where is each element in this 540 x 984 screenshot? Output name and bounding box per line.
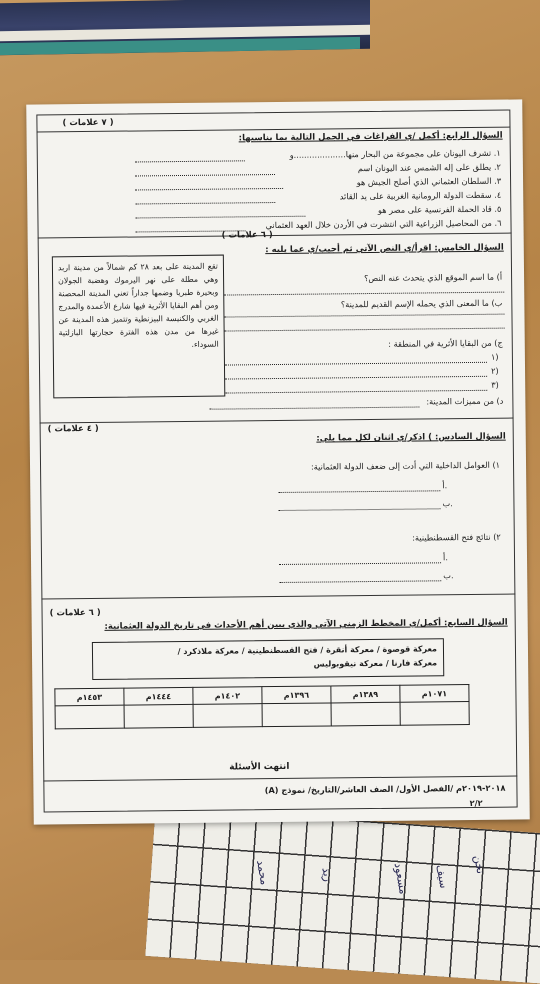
q7-events-line: معركة فارنا / معركة نيقوبوليس — [313, 658, 438, 669]
desk-scribble: محمد — [253, 858, 272, 887]
q5-passage: تقع المدينة على بعد ٢٨ كم شمالاً من مدينة اربد وهي مطلة على نهر اليرموك وهضبة الجولان وبحيرة طبريا وضمها جداراً تعني المدينة المحصنة ومن أهم البقايا الأثرية فيها شارع الأعمدة والمدرج الغربي والكنيسة البيزنطية وتتميز هذه المدينة عن غيرها من مدن هذه الفترة حجارتها البازلتية السوداء. — [52, 255, 225, 399]
q4-item: ٤. سقطت الدولة الرومانية الغربية على يد القائد — [339, 189, 502, 202]
q4-item: ٢. يطلق على إله الشمس عند اليونان اسم — [357, 161, 501, 174]
q5-sub-number: ٣) — [491, 379, 499, 390]
timeline-answer-cell — [331, 702, 400, 726]
desk-scribble: زيد — [319, 866, 335, 883]
q5-heading: السؤال الخامس: اقرأ/ي النص الآتي ثم أجيب/ي عما يليه : — [265, 242, 504, 256]
q5-question: ج) من البقايا الأثرية في المنطقة : — [388, 337, 503, 349]
q7-events-box — [92, 638, 444, 680]
timeline-answer-cell — [124, 704, 193, 728]
q6-b: ب. — [442, 498, 453, 509]
page-number: ٢/٢ — [469, 797, 483, 809]
q4-item: ٦. من المحاصيل الزراعية التي انتشرت في الأردن خلال العهد العثماني — [265, 217, 502, 231]
timeline-year: ١٣٩٦م — [262, 686, 331, 704]
q6-heading: السؤال السادس: ) اذكر/ي اثنان لكل مما يلي: — [316, 431, 506, 444]
q5-question: ب) ما المعنى الذي يحمله الإسم القديم للمدينة؟ — [340, 297, 503, 310]
timeline-year: ١٠٧١م — [400, 685, 469, 703]
q5-question: أ) ما اسم الموقع الذي يتحدث عنه النص؟ — [363, 271, 503, 284]
timeline-year: ١٣٨٩م — [331, 685, 400, 703]
q6-marks: ( ٤ علامات ) — [47, 423, 99, 435]
end-of-questions: انتهت الأسئلة — [229, 761, 290, 773]
attendance-grid-sheet — [145, 806, 540, 984]
q7-timeline-table — [54, 684, 469, 729]
q4-item: ٣. السلطان العثماني الذي أصلح الجيش هو — [356, 175, 502, 188]
desk-scribble: سيف — [433, 863, 451, 890]
q5-marks: ( ٦ علامات ) — [221, 230, 273, 241]
timeline-answer-cell — [400, 702, 469, 726]
timeline-answer-cell — [262, 703, 331, 727]
q5-sub-number: ٢) — [491, 365, 499, 376]
q7-heading: السؤال السابع: أكمل/ي المخطط الزمني الآتي والذي يبين أهم الأحداث في تاريخ الدولة العثمانية: — [104, 617, 508, 632]
q4-item: ١. تشرف اليونان على مجموعة من البحار منها....................و — [289, 147, 501, 160]
timeline-year: ١٤٠٢م — [193, 687, 262, 705]
q4-heading: السؤال الرابع: أكمل /ي الفراغات في الجمل التالية بما يناسبها: — [238, 130, 503, 144]
timeline-answer-cell — [55, 705, 124, 729]
q6-b: ب. — [443, 570, 454, 581]
q5-question: د) من مميزات المدينة: — [426, 395, 504, 407]
q6-item: ١) العوامل الداخلية التي أدت إلى ضعف الدولة العثمانية: — [310, 459, 501, 472]
q6-a: أ. — [442, 552, 448, 563]
footer-info: ٢٠١٨-٢٠١٩م /الفصل الأول/ الصف العاشر/التاريخ/ نموذج (A) — [264, 782, 506, 796]
q6-item: ٢) نتائج فتح القسطنطينية: — [412, 531, 501, 543]
q6-a: أ. — [442, 480, 448, 491]
q7-events-line: معركة قوصوة / معركة أنقرة / فتح القسطنطينية / معركة ملاذكرد / — [177, 644, 438, 657]
desk-scribble: نحن — [471, 854, 488, 875]
q5-sub-number: ١) — [490, 351, 499, 362]
q7-marks: ( ٦ علامات ) — [49, 607, 101, 619]
timeline-answer-cell — [193, 704, 262, 728]
desk-scribble: مسعود — [391, 861, 410, 896]
timeline-year: ١٤٥٣م — [55, 688, 124, 706]
exam-paper — [26, 99, 530, 824]
q4-item: ٥. قاد الحملة الفرنسية على مصر هو — [377, 203, 502, 215]
q4-marks: ( ٧ علامات ) — [62, 117, 114, 129]
timeline-year: ١٤٤٤م — [124, 687, 193, 705]
